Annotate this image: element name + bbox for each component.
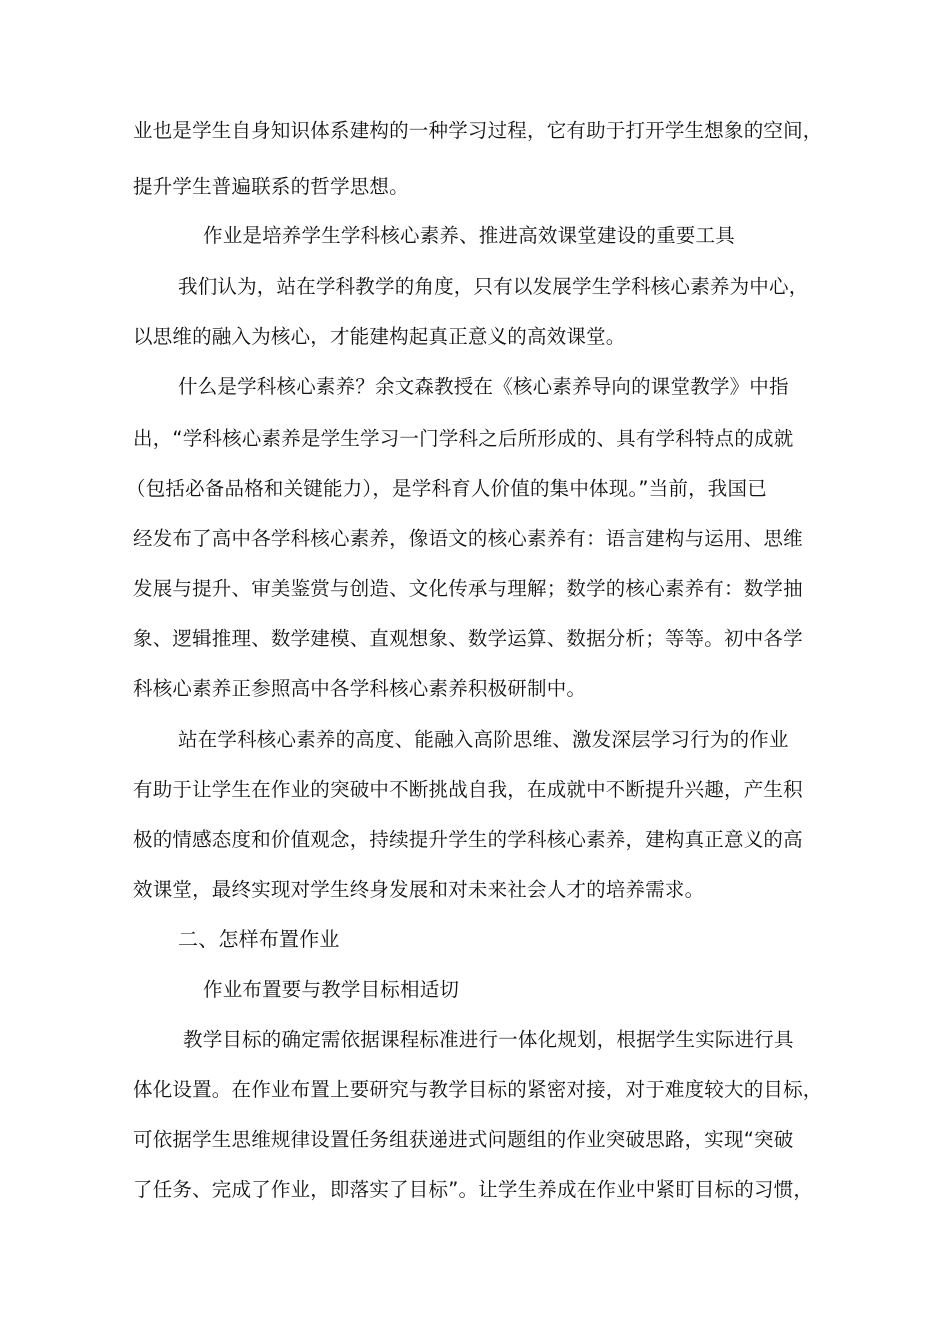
paragraph-line: 经发布了高中各学科核心素养，像语文的核心素养有：语言建构与运用、思维 (133, 527, 803, 550)
paragraph-line: 站在学科核心素养的高度、能融入高阶思维、激发深层学习行为的作业 (178, 728, 789, 751)
paragraph-line: （包括必备品格和关键能力），是学科育人价值的集中体现。”当前，我国已 (126, 477, 767, 500)
paragraph-line: 了任务、完成了作业，即落实了目标”。让学生养成在作业中紧盯目标的习惯， (133, 1178, 814, 1201)
section-heading: 作业是培养学生学科核心素养、推进高效课堂建设的重要工具 (203, 224, 735, 247)
paragraph-line: 出，“学科核心素养是学生学习一门学科之后所形成的、具有学科特点的成就 (133, 427, 794, 450)
paragraph-line: 教学目标的确定需依据课程标准进行一体化规划，根据学生实际进行具 (183, 1028, 794, 1051)
paragraph-line: 我们认为，站在学科教学的角度，只有以发展学生学科核心素养为中心， (178, 275, 809, 298)
paragraph-line: 极的情感态度和价值观念，持续提升学生的学科核心素养，建构真正意义的高 (133, 828, 803, 851)
paragraph-line: 发展与提升、审美鉴赏与创造、文化传承与理解；数学的核心素养有：数学抽 (133, 577, 803, 600)
paragraph-line: 体化设置。在作业布置上要研究与教学目标的紧密对接，对于难度较大的目标， (133, 1078, 823, 1101)
paragraph-line: 提升学生普遍联系的哲学思想。 (133, 175, 409, 198)
paragraph-line: 以思维的融入为核心，才能建构起真正意义的高效课堂。 (133, 325, 626, 348)
section-heading: 二、怎样布置作业 (178, 927, 340, 951)
paragraph-line: 业也是学生自身知识体系建构的一种学习过程，它有助于打开学生想象的空间， (133, 119, 823, 142)
paragraph-line: 可依据学生思维规律设置任务组获递进式问题组的作业突破思路，实现“突破 (133, 1128, 794, 1151)
paragraph-line: 效课堂，最终实现对学生终身发展和对未来社会人才的培养需求。 (133, 878, 705, 901)
paragraph-line: 象、逻辑推理、数学建模、直观想象、数学运算、数据分析；等等。初中各学 (133, 627, 803, 650)
subsection-heading: 作业布置要与教学目标相适切 (203, 978, 460, 1001)
paragraph-line: 什么是学科核心素养？余文森教授在《核心素养导向的课堂教学》中指 (178, 375, 789, 398)
paragraph-line: 科核心素养正参照高中各学科核心素养积极研制中。 (133, 677, 587, 700)
paragraph-line: 有助于让学生在作业的突破中不断挑战自我，在成就中不断提升兴趣，产生积 (133, 778, 803, 801)
